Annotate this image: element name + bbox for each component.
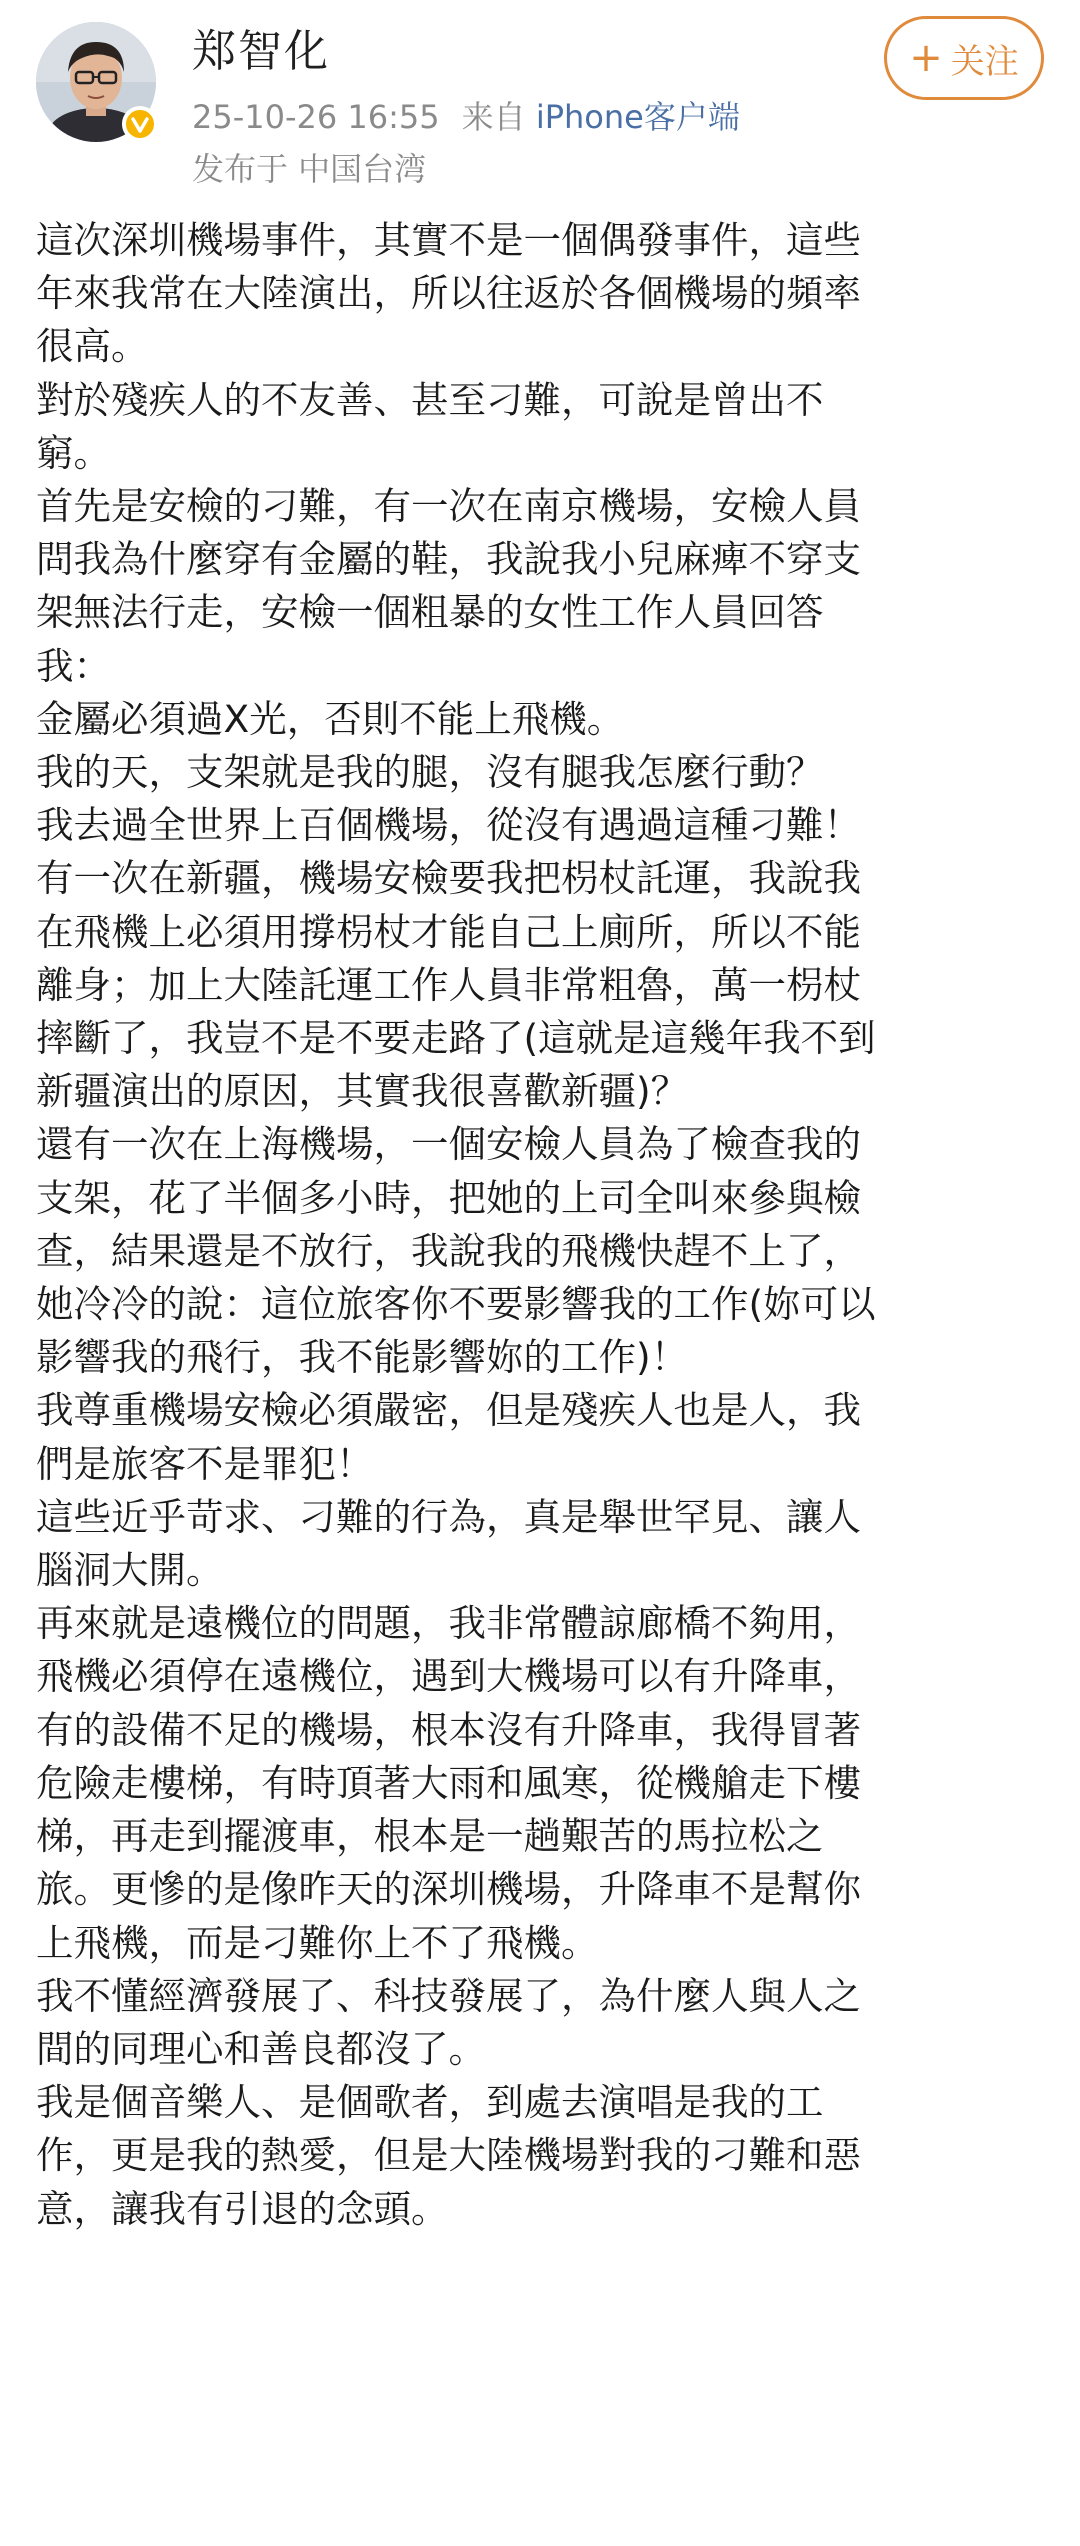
post-paragraph: 再來就是遠機位的問題，我非常體諒廊橋不夠用， 飛機必須停在遠機位，遇到大機場可以有升降車， 有的設備不足的機場，根本沒有升降車，我得冒著 危險走樓梯，有時頂著大雨和風寒，從機艙走下樓 梯，再走到擺渡車，根本是一趟艱苦的馬拉松之 旅。更慘的是像昨天的深圳機場，升降車不是幫你 上飛機，而是刁難你上不了飛機。	[36, 1601, 861, 1965]
client-link[interactable]: iPhone客户端	[535, 98, 740, 136]
username[interactable]: 郑智化	[192, 26, 330, 77]
verified-badge-icon	[122, 106, 158, 142]
post-paragraph: 金屬必須過X光，否則不能上飛機。	[36, 696, 625, 741]
avatar[interactable]	[36, 22, 156, 142]
post-paragraph: 首先是安檢的刁難，有一次在南京機場，安檢人員 問我為什麼穿有金屬的鞋，我說我小兒麻痺不穿支 架無法行走，安檢一個粗暴的女性工作人員回答 我：	[36, 484, 861, 688]
plus-icon: +	[909, 35, 943, 81]
post-paragraph: 這次深圳機場事件，其實不是一個偶發事件，這些 年來我常在大陸演出，所以往返於各個機場的頻率 很高。	[36, 218, 861, 369]
post-paragraph: 還有一次在上海機場，一個安檢人員為了檢查我的 支架，花了半個多小時，把她的上司全叫來參與檢 查，結果還是不放行，我說我的飛機快趕不上了， 她冷冷的說：這位旅客你不要影響我的工作(妳可以 影響我的飛行，我不能影響妳的工作)！	[36, 1122, 876, 1380]
post-paragraph: 我的天，支架就是我的腿，沒有腿我怎麼行動？	[36, 750, 824, 795]
follow-label: 关注	[950, 41, 1019, 82]
post-paragraph: 有一次在新疆，機場安檢要我把枴杖託運，我說我 在飛機上必須用撐枴杖才能自己上廁所，所以不能 離身；加上大陸託運工作人員非常粗魯，萬一枴杖 摔斷了，我豈不是不要走路了(這就是這幾年我不到 新疆演出的原因，其實我很喜歡新疆)？	[36, 856, 876, 1114]
source-prefix: 来自	[461, 98, 526, 136]
post-body	[36, 214, 1048, 2236]
location: 发布于 中国台湾	[192, 150, 427, 188]
post-meta	[192, 98, 740, 136]
post-paragraph: 我尊重機場安檢必須嚴密，但是殘疾人也是人，我 們是旅客不是罪犯！	[36, 1388, 861, 1486]
follow-button[interactable]	[884, 16, 1044, 100]
timestamp: 25-10-26 16:55	[192, 98, 440, 136]
post-paragraph: 對於殘疾人的不友善、甚至刁難，可說是曾出不 窮。	[36, 377, 824, 475]
post-paragraph: 我去過全世界上百個機場，從沒有遇過這種刁難！	[36, 803, 861, 848]
post-paragraph: 這些近乎苛求、刁難的行為，真是舉世罕見、讓人 腦洞大開。	[36, 1494, 861, 1593]
post-paragraph: 我不懂經濟發展了、科技發展了，為什麼人與人之 間的同理心和善良都沒了。	[36, 1973, 861, 2071]
post-header	[0, 0, 1080, 200]
bottom-edge	[0, 2520, 1080, 2546]
post-paragraph: 我是個音樂人、是個歌者，到處去演唱是我的工 作，更是我的熱愛，但是大陸機場對我的刁難和惡 意，讓我有引退的念頭。	[36, 2080, 861, 2231]
